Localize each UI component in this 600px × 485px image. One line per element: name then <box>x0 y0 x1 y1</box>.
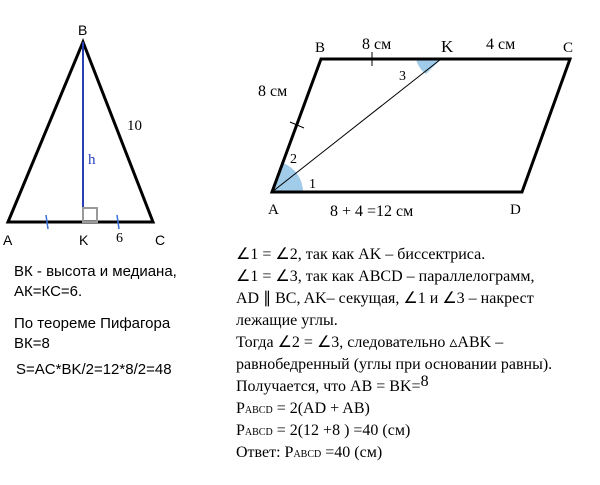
left-text-line-3: По теореме Пифагора <box>14 315 171 332</box>
parallelogram-abcd <box>272 59 570 192</box>
triangle-label-b: B <box>78 22 88 38</box>
perimeter-subscript-2: ABCD <box>244 427 273 438</box>
right-text-line-1: ∠1 = ∠2, так как AK – биссектриса. <box>236 246 486 263</box>
tick-mark-ak <box>46 215 48 229</box>
angle-mark-3 <box>416 59 441 74</box>
parallelogram-side-ab-label: 8 см <box>258 83 288 100</box>
perimeter-symbol: P <box>236 400 245 417</box>
perimeter-symbol-3: P <box>284 444 294 461</box>
tick-mark-kc <box>117 215 119 229</box>
triangle-label-a: A <box>3 232 13 248</box>
angle-label-3: 3 <box>399 69 406 84</box>
angle-label-2: 2 <box>290 152 297 167</box>
parallelogram-segment-bk-label: 8 см <box>362 36 392 53</box>
right-text-line-5: Тогда ∠2 = ∠3, следовательно ▵ABK – <box>236 334 504 351</box>
parallelogram-label-b: B <box>315 40 326 56</box>
answer-value: =40 (см) <box>321 444 383 461</box>
right-text-line-6: равнобедренный (углы при основании равны). <box>236 356 553 373</box>
right-text-line-3: AD ∥ BC, AK– секущая, ∠1 и ∠3 – накрест <box>236 290 534 307</box>
isosceles-triangle <box>3 22 165 248</box>
left-text-line-2: АК=КС=6. <box>14 283 83 300</box>
left-text-line-4: ВК=8 <box>14 335 50 352</box>
triangle-side-bc-label: 10 <box>127 118 142 134</box>
perimeter-calc-line <box>236 421 410 443</box>
answer-prefix: Ответ: <box>236 444 285 461</box>
triangle-label-k: K <box>79 232 89 248</box>
perimeter-formula-line <box>236 399 370 421</box>
left-text-line-1: ВК - высота и медиана, <box>14 263 177 280</box>
left-text-line-5: S=AC*BK/2=12*8/2=48 <box>16 361 172 378</box>
perimeter-formula: = 2(AD + AB) <box>272 400 370 417</box>
right-angle-mark <box>83 208 97 222</box>
perimeter-subscript: ABCD <box>244 405 273 416</box>
parallelogram-label-c: C <box>563 40 574 56</box>
triangle-segment-kc-label: 6 <box>116 231 123 246</box>
perimeter-symbol-2: P <box>236 422 245 439</box>
parallelogram-label-a: A <box>268 202 279 218</box>
ab-equals-bk-value: 8 <box>420 373 429 390</box>
angle-label-1: 1 <box>309 177 316 192</box>
right-text-line-4: лежащие углы. <box>236 312 338 329</box>
right-text-line-2: ∠1 = ∠3, так как ABCD – параллелограмм, <box>236 268 535 285</box>
triangle-label-c: C <box>155 232 166 248</box>
parallelogram-label-d: D <box>510 202 521 218</box>
answer-line <box>236 443 382 465</box>
parallelogram-label-k: K <box>441 37 454 56</box>
parallelogram-figure <box>258 36 573 220</box>
triangle-height-label: h <box>88 152 96 168</box>
ab-equals-bk-text: Получается, что AB = BK= <box>236 378 421 395</box>
parallelogram-segment-kc-label: 4 см <box>486 36 516 53</box>
perimeter-calculation: = 2(12 +8 ) =40 (см) <box>272 422 411 439</box>
right-text-line-7 <box>236 373 429 397</box>
parallelogram-side-ad-label: 8 + 4 =12 см <box>330 203 414 220</box>
perimeter-subscript-3: ABCD <box>293 449 322 460</box>
